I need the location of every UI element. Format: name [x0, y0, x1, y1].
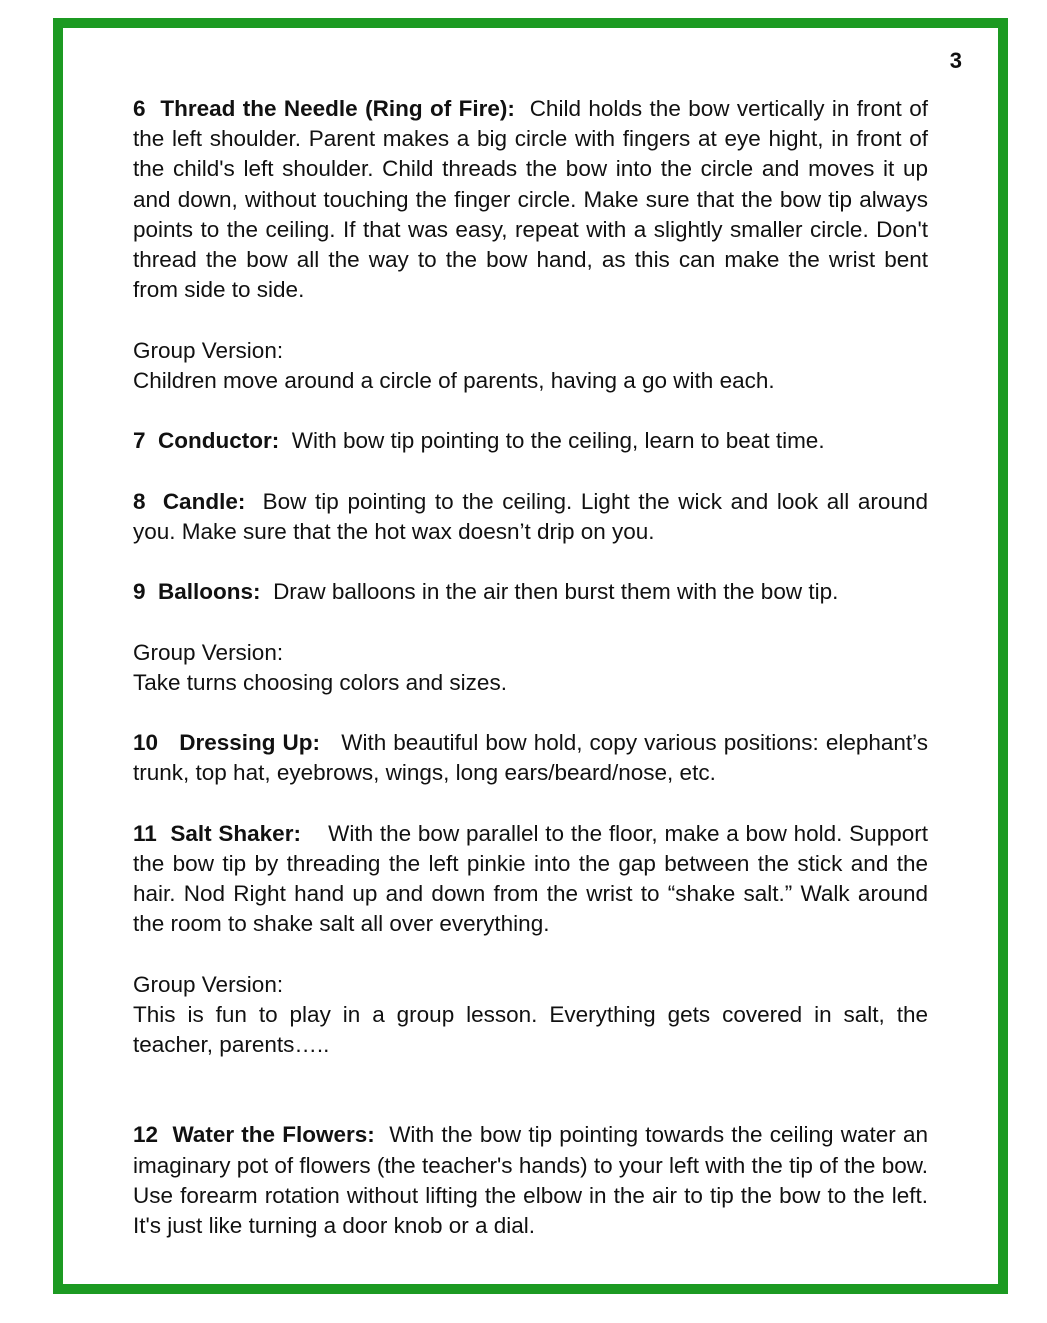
- exercise-11-heading: [133, 821, 301, 846]
- exercise-11-group-label: Group Version:: [133, 971, 284, 997]
- exercise-9-title: Balloons:: [158, 579, 261, 605]
- exercise-7-heading: [133, 428, 279, 453]
- exercise-7-number: 7: [133, 428, 146, 454]
- exercise-7: [133, 426, 928, 456]
- exercise-11: [133, 819, 928, 940]
- exercise-12-body: With the bow tip pointing towards the ceiling water an imaginary pot of flowers (the teacher's hands) to your left with the tip of the bow. Use forearm rotation without lifting the elbow in the air to tip the bow to the left. It's just like turning a door knob or a dial.: [133, 1122, 928, 1238]
- exercise-11-group-version: [133, 970, 928, 1061]
- exercise-10-body: With beautiful bow hold, copy various positions: elephant’s trunk, top hat, eyebrows, wings, long ears/beard/nose, etc.: [133, 730, 928, 786]
- exercise-9: [133, 577, 928, 607]
- exercise-6-body: Child holds the bow vertically in front of the left shoulder. Parent makes a big circle with fingers at eye hight, in front of the child's left shoulder. Child threads the bow into the circle and moves it up and down, without touching the finger circle. Make sure that the bow tip always points to the ceiling. If that was easy, repeat with a slightly smaller circle. Don't thread the bow all the way to the bow hand, as this can make the wrist bent from side to side.: [133, 96, 928, 303]
- exercise-8: [133, 487, 928, 547]
- exercise-10-number: 10: [133, 730, 159, 756]
- exercise-9-heading: [133, 579, 261, 604]
- exercise-6-heading: [133, 96, 515, 121]
- exercise-9-group-version: [133, 638, 928, 698]
- exercise-11-group-text: This is fun to play in a group lesson. Everything gets covered in salt, the teacher, parents…..: [133, 1001, 928, 1058]
- exercise-9-body: Draw balloons in the air then burst them with the bow tip.: [273, 579, 839, 605]
- exercise-9-group-label: Group Version:: [133, 639, 284, 665]
- exercise-7-body: With bow tip pointing to the ceiling, learn to beat time.: [291, 428, 825, 454]
- exercise-11-title: Salt Shaker:: [170, 820, 301, 846]
- exercise-8-body: Bow tip pointing to the ceiling. Light the wick and look all around you. Make sure that the hot wax doesn’t drip on you.: [133, 488, 928, 544]
- exercise-6-group-version: [133, 336, 928, 396]
- exercise-9-number: 9: [133, 579, 146, 605]
- exercise-12: [133, 1120, 928, 1241]
- exercise-8-number: 8: [133, 488, 146, 514]
- exercise-6-number: 6: [133, 96, 146, 121]
- exercise-12-title: Water the Flowers:: [172, 1122, 375, 1148]
- exercise-6-group-text: Children move around a circle of parents, having a go with each.: [133, 367, 775, 393]
- exercise-6-group-label: Group Version:: [133, 337, 284, 363]
- exercise-11-body: With the bow parallel to the floor, make a bow hold. Support the bow tip by threading the left pinkie into the gap between the stick and the hair. Nod Right hand up and down from the wrist to “shake salt.” Walk around the room to shake salt all over everything.: [133, 820, 928, 937]
- exercise-6-title: Thread the Needle (Ring of Fire):: [160, 96, 515, 121]
- exercise-8-heading: [133, 489, 245, 514]
- exercise-10: [133, 728, 928, 788]
- exercise-7-title: Conductor:: [158, 428, 280, 454]
- exercise-12-heading: [133, 1122, 375, 1147]
- exercise-9-group-text: Take turns choosing colors and sizes.: [133, 669, 507, 695]
- exercise-10-heading: [133, 730, 320, 755]
- document-body: [133, 94, 928, 1271]
- page-number: 3: [949, 48, 962, 73]
- exercise-12-number: 12: [133, 1122, 159, 1148]
- exercise-10-title: Dressing Up:: [179, 730, 321, 756]
- exercise-11-number: 11: [133, 820, 157, 846]
- exercise-8-title: Candle:: [162, 488, 246, 514]
- exercise-6: [133, 94, 928, 305]
- page-border: [53, 18, 1008, 1294]
